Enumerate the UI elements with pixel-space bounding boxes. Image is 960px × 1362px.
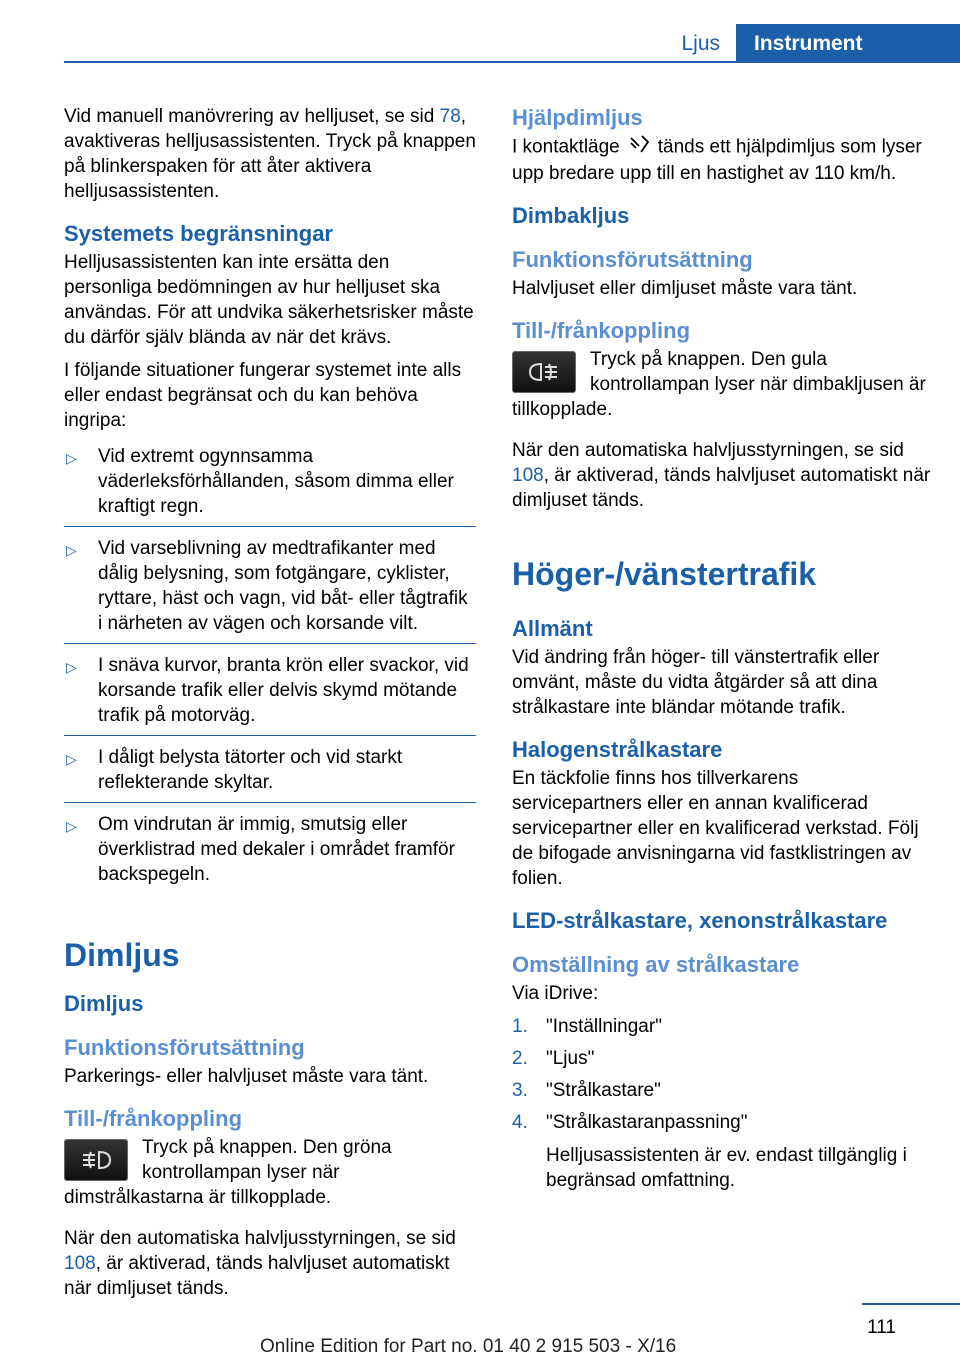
limits-list (64, 441, 476, 894)
header-section: Ljus (681, 32, 720, 55)
switch-text: Tryck på knappen. Den gula kontrollampan lyser när dimbakljusen är tillkopplade. (512, 349, 926, 420)
general-text: Vid ändring från höger- till vänstertrafik eller omvänt, måste du vidta åtgärder så att dina strålkastare inte bländar mötande trafik. (512, 647, 880, 718)
traffic-title: Höger-/vänstertrafik (512, 556, 817, 592)
limits-heading: Systemets begränsningar (64, 221, 333, 246)
list-item: 3. "Strålkastare" (512, 1080, 661, 1101)
list-item: ▷ I snäva kurvor, branta krön eller svackor, vid korsande trafik eller delvis skymd mötande trafik på motorväg. (64, 650, 476, 736)
rear-fog-heading: Dimbakljus (512, 203, 630, 228)
rear-fog-light-icon (512, 351, 576, 393)
ignition-key-icon (628, 134, 650, 161)
page-link[interactable]: 78 (439, 106, 461, 127)
triangle-bullet-icon: ▷ (66, 818, 77, 834)
switch-text: Tryck på knappen. Den gröna kontrollampan lyser när dimstrålkastarna är tillkopplade. (64, 1137, 392, 1208)
triangle-bullet-icon: ▷ (66, 542, 77, 558)
func-heading: Funktionsförutsättning (64, 1035, 305, 1060)
page-link[interactable]: 108 (64, 1253, 96, 1274)
via-idrive: Via iDrive: (512, 983, 599, 1004)
page-number: 111 (867, 1317, 896, 1338)
general-heading: Allmänt (512, 616, 593, 641)
limits-paragraph-1: Helljusassistenten kan inte ersätta den personliga bedömningen av hur helljuset ska användas. För att undvika säkerhetsrisker måste du därför själv blända av när det krävs. (64, 252, 474, 348)
triangle-bullet-icon: ▷ (66, 450, 77, 466)
list-item: ▷ Om vindrutan är immig, smutsig eller överklistrad med dekaler i området framför backspegeln. (66, 814, 455, 885)
triangle-bullet-icon: ▷ (66, 751, 77, 767)
func-heading: Funktionsförutsättning (512, 247, 753, 272)
list-item: 4. "Strålkastaranpassning" Helljusassistenten är ev. endast tillgänglig i begränsad omfattning. (512, 1110, 932, 1193)
limits-paragraph-2: I följande situationer fungerar systemet inte alls eller endast begränsat och du kan behöva ingripa: (64, 360, 462, 431)
list-item: ▷ Vid varseblivning av medtrafikanter med dålig belysning, som fotgängare, cyklister, ryttare, häst och vagn, vid båt- eller tågtrafik i närheten av vägen och korsande vilt. (64, 533, 476, 644)
halogen-text: En täckfolie finns hos tillverkarens servicepartners eller en annan kvalificerad servicepartner eller en kvalificerad verkstad. Följ de bifogade anvisningarna vid fastklistringen av folien. (512, 768, 919, 889)
led-heading: LED-strålkastare, xenonstrålkastare (512, 908, 888, 933)
left-column (64, 104, 476, 1309)
page-link[interactable]: 108 (512, 465, 544, 486)
front-fog-light-icon (64, 1139, 128, 1181)
list-item: 1. "Inställningar" (512, 1016, 662, 1037)
switch-heading: Till-/frånkoppling (512, 318, 691, 343)
halogen-heading: Halogenstrålkastare (512, 737, 723, 762)
footer-rule (862, 1303, 960, 1305)
list-item: ▷ I dåligt belysta tätorter och vid starkt reflekterande skyltar. (64, 742, 476, 803)
help-heading: Hjälpdimljus (512, 105, 643, 130)
switch-heading: Till-/frånkoppling (64, 1106, 243, 1131)
step-note: Helljusassistenten är ev. endast tillgänglig i begränsad omfattning. (546, 1145, 907, 1191)
list-item: 2. "Ljus" (512, 1048, 595, 1069)
dimljus-subheading: Dimljus (64, 991, 144, 1016)
edition-footer: Online Edition for Part no. 01 40 2 915 503 - X/16 (260, 1336, 677, 1357)
auto-paragraph: När den automatiska halvljusstyrningen, se sid 108, är aktiverad, tänds halvljuset automatiskt när dimljuset tänds. (64, 1228, 456, 1299)
header-rule (64, 61, 960, 63)
header-chapter-tab: Instrument (736, 24, 960, 62)
dimljus-title: Dimljus (64, 937, 180, 973)
adjust-heading: Omställning av strålkastare (512, 952, 800, 977)
intro-paragraph: Vid manuell manövrering av helljuset, se sid 78, avaktiveras helljusassistenten. Tryck på knappen på blinkerspaken för att åter aktivera helljusassistenten. (64, 106, 476, 202)
auto-paragraph: När den automatiska halvljusstyrningen, se sid 108, är aktiverad, tänds halvljuset automatiskt när dimljuset tänds. (512, 440, 931, 511)
list-item: ▷ Vid extremt ogynnsamma väderleksförhållanden, såsom dimma eller kraftigt regn. (64, 441, 476, 527)
func-text: Parkerings- eller halvljuset måste vara tänt. (64, 1066, 429, 1087)
steps-list (512, 1014, 932, 1193)
front-fog-row (64, 1135, 476, 1210)
right-column (512, 104, 932, 1200)
func-text: Halvljuset eller dimljuset måste vara tänt. (512, 278, 858, 299)
triangle-bullet-icon: ▷ (66, 659, 77, 675)
rear-fog-row (512, 347, 932, 422)
help-paragraph: I kontaktläge tänds ett hjälpdimljus som lyser upp bredare upp till en hastighet av 110 km/h. (512, 134, 932, 186)
